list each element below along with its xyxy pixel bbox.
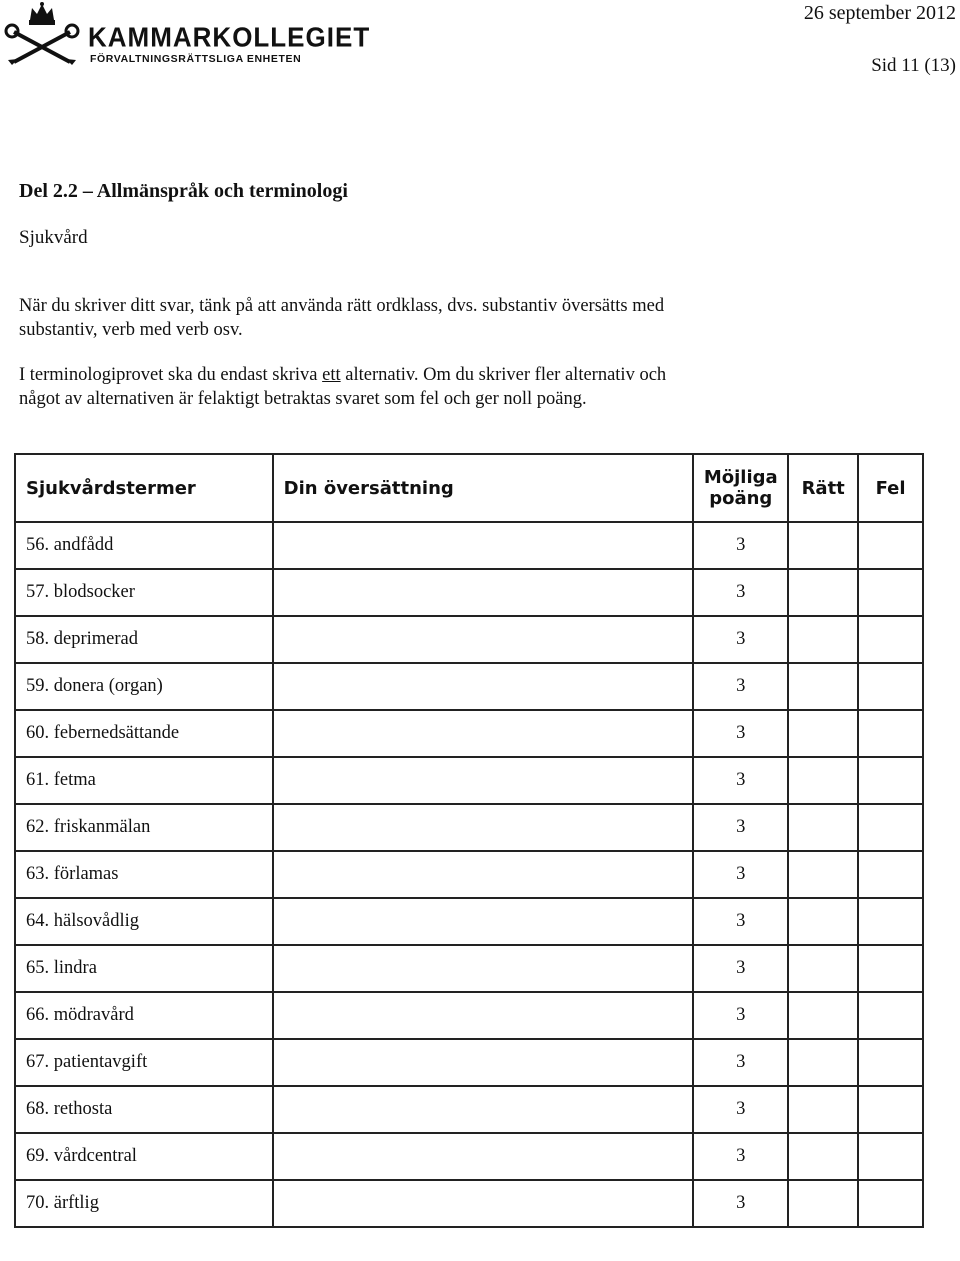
table-row	[15, 851, 923, 898]
section-subtitle: Sjukvård	[19, 227, 88, 248]
term-cell: 69. vårdcentral	[15, 1133, 273, 1180]
term-cell: 68. rethosta	[15, 1086, 273, 1133]
header-terms: Sjukvårdstermer	[15, 454, 273, 522]
instruction-text: I terminologiprovet ska du endast skriva	[19, 365, 323, 385]
translation-cell[interactable]	[273, 569, 694, 616]
document-date: 26 september 2012	[803, 2, 956, 24]
logo-name: KAMMARKOLLEGIET	[88, 21, 371, 53]
points-cell: 3	[693, 1086, 788, 1133]
table-row	[15, 1180, 923, 1227]
correct-cell	[788, 522, 858, 569]
table-row	[15, 992, 923, 1039]
emphasis-text: ett	[322, 365, 341, 385]
points-cell: 3	[693, 569, 788, 616]
correct-cell	[788, 804, 858, 851]
points-cell: 3	[693, 1133, 788, 1180]
header-points-line: Möjliga	[703, 467, 778, 488]
points-cell: 3	[693, 1180, 788, 1227]
translation-cell[interactable]	[273, 992, 694, 1039]
correct-cell	[788, 1180, 858, 1227]
wrong-cell	[858, 616, 923, 663]
table-row	[15, 1133, 923, 1180]
wrong-cell	[858, 757, 923, 804]
instruction-line: substantiv, verb med verb osv.	[19, 320, 243, 340]
points-cell: 3	[693, 898, 788, 945]
table-row	[15, 1086, 923, 1133]
page-number: Sid 11 (13)	[871, 55, 956, 76]
table-row	[15, 522, 923, 569]
translation-cell[interactable]	[273, 1133, 694, 1180]
term-cell: 67. patientavgift	[15, 1039, 273, 1086]
correct-cell	[788, 898, 858, 945]
table-row	[15, 616, 923, 663]
table-row	[15, 569, 923, 616]
correct-cell	[788, 663, 858, 710]
translation-cell[interactable]	[273, 851, 694, 898]
wrong-cell	[858, 804, 923, 851]
kammarkollegiet-logo	[2, 2, 371, 66]
translation-cell[interactable]	[273, 710, 694, 757]
correct-cell	[788, 1039, 858, 1086]
table-row	[15, 898, 923, 945]
header-possible-points	[693, 454, 788, 522]
points-cell: 3	[693, 663, 788, 710]
header-correct: Rätt	[788, 454, 858, 522]
section-title: Del 2.2 – Allmänspråk och terminologi	[19, 180, 348, 202]
points-cell: 3	[693, 1039, 788, 1086]
table-row	[15, 757, 923, 804]
wrong-cell	[858, 663, 923, 710]
translation-cell[interactable]	[273, 522, 694, 569]
correct-cell	[788, 992, 858, 1039]
term-cell: 56. andfådd	[15, 522, 273, 569]
translation-cell[interactable]	[273, 898, 694, 945]
instruction-line	[19, 363, 919, 387]
correct-cell	[788, 1086, 858, 1133]
wrong-cell	[858, 522, 923, 569]
table-row	[15, 804, 923, 851]
table-row	[15, 1039, 923, 1086]
term-cell: 64. hälsovådlig	[15, 898, 273, 945]
points-cell: 3	[693, 945, 788, 992]
table-header-row	[15, 454, 923, 522]
wrong-cell	[858, 1086, 923, 1133]
correct-cell	[788, 710, 858, 757]
correct-cell	[788, 851, 858, 898]
wrong-cell	[858, 851, 923, 898]
logo-subtitle: FÖRVALTNINGSRÄTTSLIGA ENHETEN	[90, 53, 302, 65]
wrong-cell	[858, 1039, 923, 1086]
instruction-text: alternativ. Om du skriver fler alternativ och	[340, 365, 667, 385]
term-cell: 63. förlamas	[15, 851, 273, 898]
term-cell: 65. lindra	[15, 945, 273, 992]
correct-cell	[788, 945, 858, 992]
translation-cell[interactable]	[273, 757, 694, 804]
term-cell: 57. blodsocker	[15, 569, 273, 616]
crown-keys-icon	[2, 2, 86, 66]
header-wrong: Fel	[858, 454, 923, 522]
term-cell: 58. deprimerad	[15, 616, 273, 663]
translation-cell[interactable]	[273, 1180, 694, 1227]
correct-cell	[788, 1133, 858, 1180]
translation-cell[interactable]	[273, 804, 694, 851]
term-cell: 59. donera (organ)	[15, 663, 273, 710]
correct-cell	[788, 569, 858, 616]
translation-cell[interactable]	[273, 616, 694, 663]
wrong-cell	[858, 1133, 923, 1180]
wrong-cell	[858, 945, 923, 992]
table-row	[15, 710, 923, 757]
instruction-paragraph-2	[19, 363, 919, 411]
table-row	[15, 663, 923, 710]
translation-cell[interactable]	[273, 663, 694, 710]
header-translation: Din översättning	[273, 454, 694, 522]
points-cell: 3	[693, 804, 788, 851]
wrong-cell	[858, 898, 923, 945]
term-cell: 62. friskanmälan	[15, 804, 273, 851]
points-cell: 3	[693, 522, 788, 569]
wrong-cell	[858, 992, 923, 1039]
instruction-paragraph-1	[19, 294, 919, 342]
term-cell: 70. ärftlig	[15, 1180, 273, 1227]
points-cell: 3	[693, 851, 788, 898]
instruction-line: något av alternativen är felaktigt betraktas svaret som fel och ger noll poäng.	[19, 389, 587, 409]
terminology-table	[14, 453, 924, 1228]
points-cell: 3	[693, 992, 788, 1039]
points-cell: 3	[693, 616, 788, 663]
translation-cell[interactable]	[273, 945, 694, 992]
wrong-cell	[858, 1180, 923, 1227]
translation-cell[interactable]	[273, 1086, 694, 1133]
points-cell: 3	[693, 710, 788, 757]
points-cell: 3	[693, 757, 788, 804]
table-row	[15, 945, 923, 992]
term-cell: 60. febernedsättande	[15, 710, 273, 757]
header-points-line: poäng	[709, 488, 773, 509]
wrong-cell	[858, 569, 923, 616]
correct-cell	[788, 757, 858, 804]
instruction-line: När du skriver ditt svar, tänk på att använda rätt ordklass, dvs. substantiv översätts med	[19, 296, 665, 316]
term-cell: 61. fetma	[15, 757, 273, 804]
translation-cell[interactable]	[273, 1039, 694, 1086]
wrong-cell	[858, 710, 923, 757]
term-cell: 66. mödravård	[15, 992, 273, 1039]
correct-cell	[788, 616, 858, 663]
